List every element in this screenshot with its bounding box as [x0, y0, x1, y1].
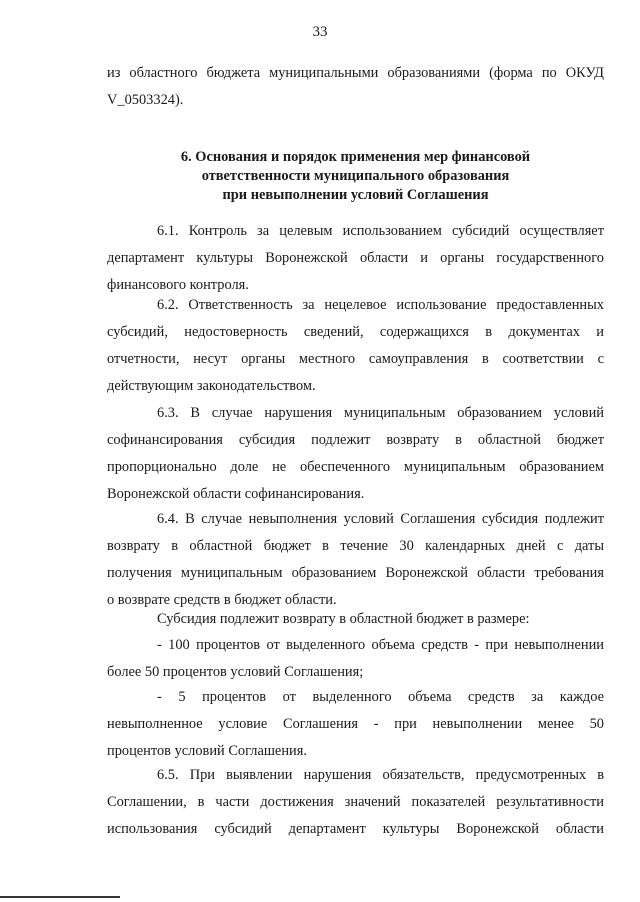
text-line: Воронежской области софинансирования. — [107, 486, 365, 502]
text-line: финансового контроля. — [107, 277, 249, 293]
text-line: процентов условий Соглашения. — [107, 743, 307, 759]
heading-line: ответственности муниципального образования — [201, 168, 510, 184]
paragraph-6-5 — [107, 762, 604, 843]
intro-paragraph — [107, 60, 604, 114]
refund-paragraph — [107, 606, 604, 633]
text-line: Соглашении, в части достижения значений показателей результативности — [107, 794, 604, 810]
paragraph-6-4 — [107, 506, 604, 614]
paragraph-6-1 — [107, 218, 604, 299]
section-heading — [107, 148, 604, 205]
text-line: 6.2. Ответственность за нецелевое использование предоставленных — [157, 297, 604, 313]
text-line: возврату в областной бюджет в течение 30 календарных дней с даты — [107, 538, 604, 554]
scan-edge-line — [0, 896, 120, 898]
paragraph-6-2 — [107, 292, 604, 400]
text-line: 6.1. Контроль за целевым использованием субсидий осуществляет — [157, 223, 604, 239]
text-line: получения муниципальным образованием Воронежской области требования — [107, 565, 604, 581]
text-line: использования субсидий департамент культуры Воронежской области — [107, 821, 604, 837]
text-line: 6.5. При выявлении нарушения обязательств, предусмотренных в — [157, 767, 604, 783]
text-line: - 5 процентов от выделенного объема средств за каждое — [157, 689, 604, 705]
text-line: пропорционально доле не обеспеченного муниципальным образованием — [107, 459, 604, 475]
text-line: невыполненное условие Соглашения - при невыполнении менее 50 — [107, 716, 604, 732]
text-line: субсидий, недостоверность сведений, содержащихся в документах и — [107, 324, 604, 340]
text-line: - 100 процентов от выделенного объема средств - при невыполнении — [157, 637, 604, 653]
text-line: более 50 процентов условий Соглашения; — [107, 664, 364, 680]
text-line: отчетности, несут органы местного самоуправления в соответствии с — [107, 351, 604, 367]
text-line: 6.4. В случае невыполнения условий Соглашения субсидия подлежит — [157, 511, 604, 527]
heading-line: 6. Основания и порядок применения мер финансовой — [180, 149, 531, 165]
text-line: Субсидия подлежит возврату в областной бюджет в размере: — [157, 611, 530, 627]
page-number: 33 — [312, 24, 328, 40]
text-line: департамент культуры Воронежской области и органы государственного — [107, 250, 604, 266]
text-line: V_0503324). — [107, 92, 184, 108]
paragraph-6-3 — [107, 400, 604, 508]
text-line: 6.3. В случае нарушения муниципальным образованием условий — [157, 405, 604, 421]
refund-item-100 — [107, 632, 604, 686]
text-line: из областного бюджета муниципальными образованиями (форма по ОКУД — [107, 65, 604, 81]
text-line: софинансирования субсидия подлежит возврату в областной бюджет — [107, 432, 604, 448]
text-line: действующим законодательством. — [107, 378, 316, 394]
refund-item-5 — [107, 684, 604, 765]
heading-line: при невыполнении условий Соглашения — [222, 187, 489, 203]
text-line: о возврате средств в бюджет области. — [107, 592, 337, 608]
